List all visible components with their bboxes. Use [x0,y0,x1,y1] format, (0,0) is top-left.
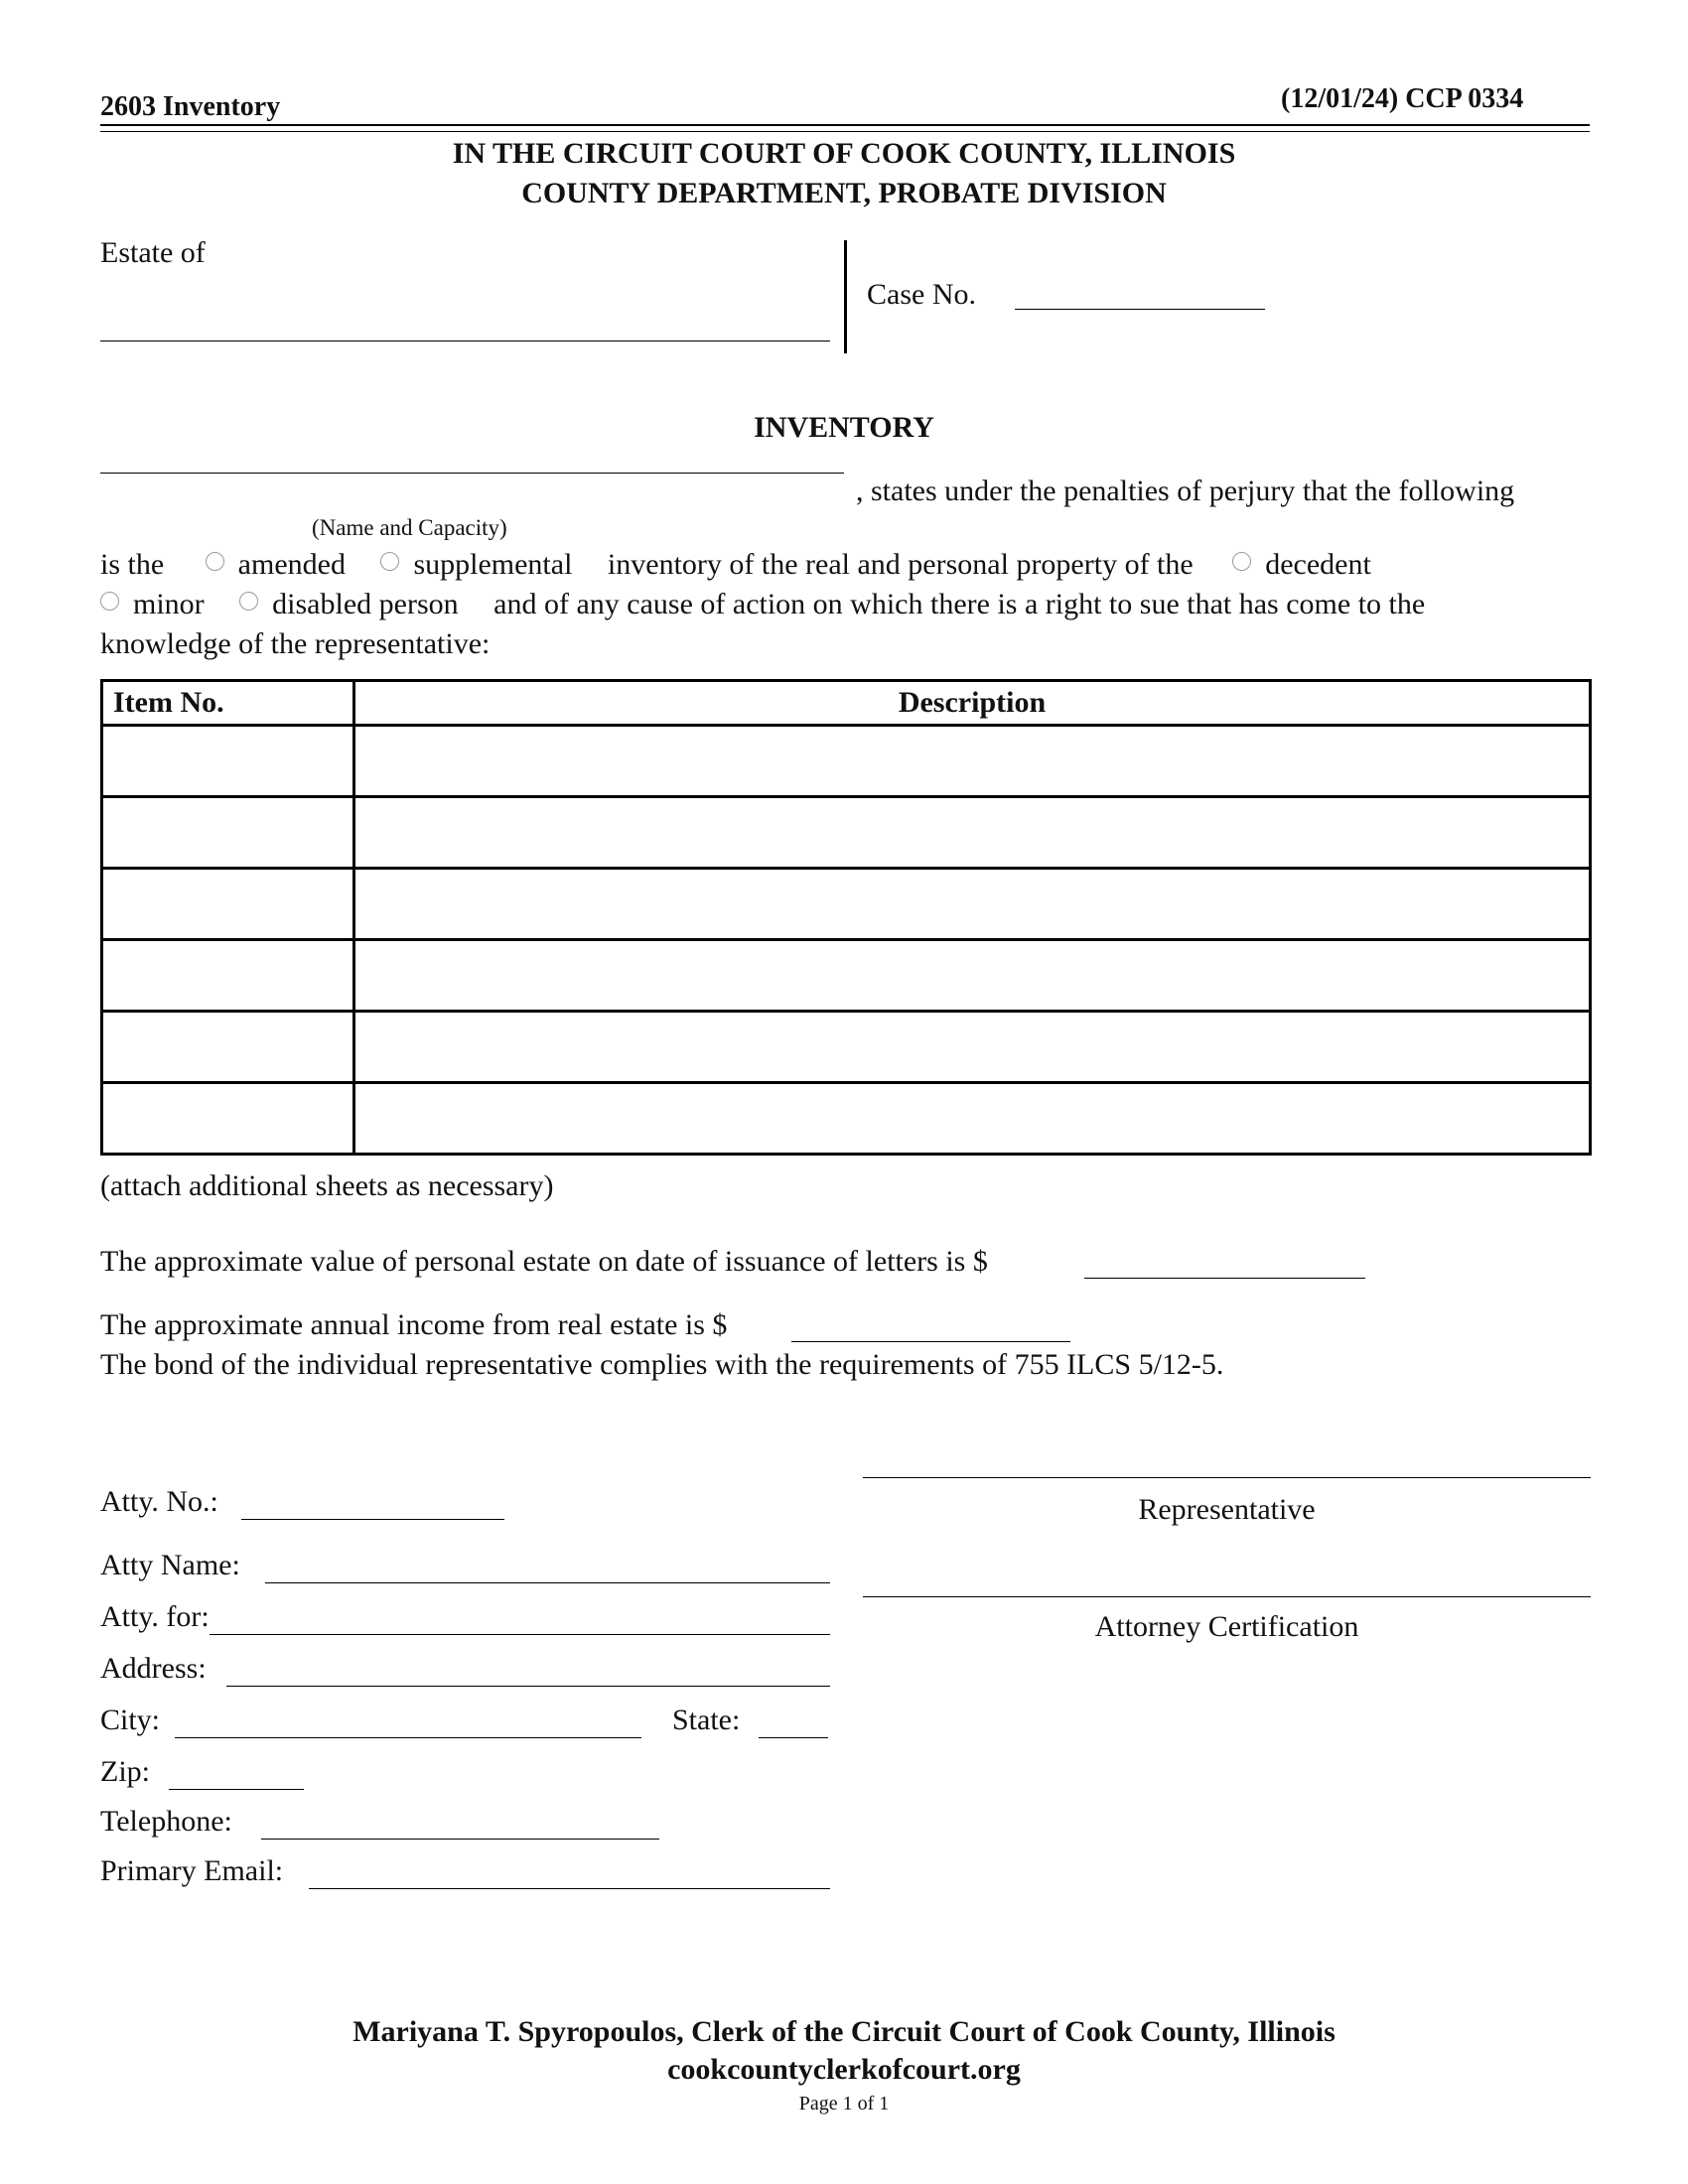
caption-divider [844,240,847,353]
zip-label: Zip: [100,1755,150,1788]
case-number-field[interactable] [1015,279,1265,310]
city-field[interactable] [175,1707,641,1738]
table-header-row [102,681,1591,726]
header-rule-thick [100,124,1590,126]
city-label: City: [100,1704,161,1736]
estate-label: Estate of [100,236,206,269]
table-row [102,726,1591,797]
is-the-text: is the [100,548,165,581]
zip-field[interactable] [169,1759,304,1790]
court-name: IN THE CIRCUIT COURT OF COOK COUNTY, ILLINOIS [452,137,1236,170]
inventory-type-row [100,548,1399,582]
email-field[interactable] [309,1858,830,1889]
estate-name-field[interactable] [100,311,830,341]
page-number: Page 1 of 1 [798,2093,890,2115]
inventory-table [100,679,1592,1156]
clerk-name: Mariyana T. Spyropoulos, Clerk of the Circuit Court of Cook County, Illinois [352,2015,1336,2048]
atty-no-label: Atty. No.: [100,1485,218,1518]
item-no-cell[interactable] [102,1012,354,1083]
email-label: Primary Email: [100,1854,284,1887]
description-cell[interactable] [354,940,1591,1012]
amended-radio[interactable] [206,552,224,571]
decedent-label: decedent [1265,548,1371,581]
court-division: COUNTY DEPARTMENT, PROBATE DIVISION [521,177,1167,209]
name-capacity-caption: (Name and Capacity) [312,515,507,540]
atty-name-label: Atty Name: [100,1549,240,1581]
name-capacity-field[interactable] [100,443,844,474]
supplemental-label: supplemental [413,548,573,581]
description-cell[interactable] [354,726,1591,797]
table-row [102,1083,1591,1155]
decedent-option[interactable] [1232,548,1371,582]
disabled-radio[interactable] [239,592,258,611]
real-estate-income-field[interactable] [791,1311,1070,1342]
atty-no-field[interactable] [241,1489,504,1520]
item-no-cell[interactable] [102,1083,354,1155]
minor-label: minor [133,588,205,620]
atty-for-field[interactable] [210,1604,830,1635]
disabled-option[interactable] [239,588,458,621]
address-label: Address: [100,1652,207,1685]
description-cell[interactable] [354,1083,1591,1155]
perjury-statement: , states under the penalties of perjury that the following [856,475,1515,507]
item-no-cell[interactable] [102,726,354,797]
telephone-label: Telephone: [100,1805,232,1838]
clerk-website: cookcountyclerkofcourt.org [667,2053,1021,2086]
table-row [102,869,1591,940]
item-no-cell[interactable] [102,869,354,940]
representative-signature-field[interactable] [863,1447,1591,1478]
item-no-cell[interactable] [102,940,354,1012]
amended-label: amended [237,548,346,581]
description-cell[interactable] [354,869,1591,940]
knowledge-text: knowledge of the representative: [100,627,491,660]
real-estate-income-text: The approximate annual income from real estate is $ [100,1308,728,1341]
decedent-radio[interactable] [1232,552,1251,571]
form-code: (12/01/24) CCP 0334 [1281,83,1524,114]
atty-name-field[interactable] [265,1553,830,1583]
description-cell[interactable] [354,797,1591,869]
disabled-label: disabled person [272,588,459,620]
case-number-label: Case No. [867,278,976,311]
item-no-header: Item No. [102,681,354,726]
attorney-certification-label: Attorney Certification [1094,1610,1359,1643]
header-rule-thin [100,131,1590,132]
table-row [102,940,1591,1012]
cause-of-action-text: and of any cause of action on which there is a right to sue that has come to the [493,588,1426,620]
subject-type-row [100,588,1425,621]
attach-sheets-note: (attach additional sheets as necessary) [100,1169,554,1202]
description-header: Description [354,681,1591,726]
description-cell[interactable] [354,1012,1591,1083]
supplemental-radio[interactable] [380,552,399,571]
state-label: State: [672,1704,741,1736]
table-row [102,797,1591,869]
minor-radio[interactable] [100,592,119,611]
personal-estate-text: The approximate value of personal estate on date of issuance of letters is $ [100,1245,988,1278]
supplemental-option[interactable] [380,548,572,582]
table-row [102,1012,1591,1083]
inventory-text: inventory of the real and personal property of the [607,548,1194,581]
bond-compliance-text: The bond of the individual representative complies with the requirements of 755 ILCS 5/12-5. [100,1348,1224,1381]
atty-for-label: Atty. for: [100,1600,210,1633]
minor-option[interactable] [100,588,205,621]
amended-option[interactable] [206,548,346,582]
item-no-cell[interactable] [102,797,354,869]
personal-estate-value-field[interactable] [1084,1248,1365,1279]
attorney-certification-field[interactable] [863,1567,1591,1597]
document-title: INVENTORY [754,411,934,444]
address-field[interactable] [226,1656,830,1687]
form-name: 2603 Inventory [100,91,281,122]
state-field[interactable] [759,1707,828,1738]
telephone-field[interactable] [261,1809,659,1840]
representative-label: Representative [1138,1493,1316,1526]
